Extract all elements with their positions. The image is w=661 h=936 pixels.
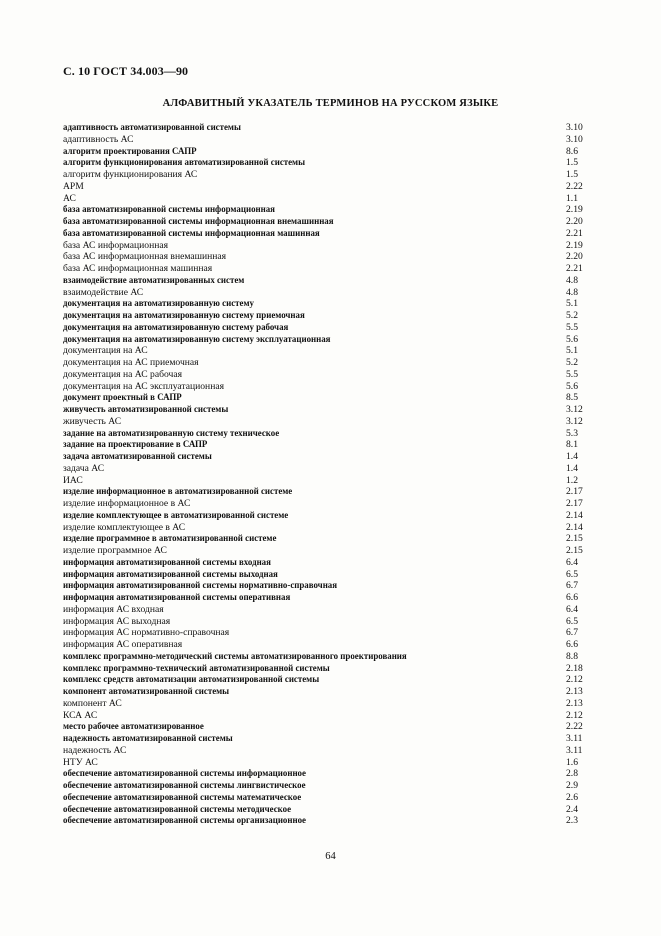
index-reference: 1.4 [566, 462, 578, 474]
index-entry [63, 510, 598, 522]
index-term: изделие программное в автоматизированной системе [63, 533, 277, 544]
index-reference: 1.1 [566, 192, 578, 204]
index-entry [63, 545, 598, 557]
index-term: живучесть АС [63, 415, 122, 427]
index-term: комплекс средств автоматизации автоматизированной системы [63, 674, 320, 685]
index-entry [63, 228, 598, 240]
index-term: обеспечение автоматизированной системы лингвистическое [63, 780, 306, 790]
index-reference: 2.15 [566, 545, 583, 556]
index-reference: 2.20 [566, 251, 583, 263]
index-title: АЛФАВИТНЫЙ УКАЗАТЕЛЬ ТЕРМИНОВ НА РУССКОМ ЯЗЫКЕ [162, 98, 499, 109]
index-reference: 3.10 [566, 122, 583, 133]
index-reference: 2.3 [566, 815, 578, 827]
index-reference: 5.2 [566, 310, 578, 321]
index-reference: 6.7 [566, 627, 578, 639]
index-entry [63, 381, 598, 393]
index-entry [63, 204, 598, 216]
index-reference: 2.14 [566, 521, 583, 533]
index-entry [63, 357, 598, 369]
index-entry [63, 792, 598, 804]
index-term: адаптивность АС [63, 133, 134, 145]
index-term: информация АС выходная [63, 615, 171, 627]
index-reference: 5.5 [566, 368, 578, 380]
index-reference: 6.5 [566, 615, 578, 627]
index-entry [63, 157, 598, 169]
index-entry [63, 287, 598, 299]
index-term: алгоритм функционирования АС [63, 169, 198, 180]
index-term: компонент АС [63, 697, 122, 709]
index-term: алгоритм функционирования автоматизированной системы [63, 157, 306, 168]
index-reference: 1.5 [566, 157, 578, 169]
index-term: задание на автоматизированную систему техническое [63, 427, 280, 438]
index-term: АС [63, 192, 76, 204]
index-term: документация на АС эксплуатационная [63, 380, 224, 392]
index-term: изделие информационное в АС [63, 498, 191, 509]
index-entry [63, 780, 598, 792]
index-term: документация на АС [63, 345, 148, 357]
index-entry [63, 651, 598, 663]
page-number: 64 [325, 851, 336, 862]
index-reference: 2.12 [566, 709, 583, 721]
index-term: база АС информационная машинная [63, 263, 213, 274]
index-entry [63, 580, 598, 592]
index-reference: 2.4 [566, 803, 578, 815]
index-term: документ проектный в САПР [63, 392, 182, 403]
index-term: обеспечение автоматизированной системы математическое [63, 791, 302, 802]
index-term: информация автоматизированной системы оперативная [63, 592, 291, 602]
index-entry [63, 369, 598, 381]
index-entry [63, 686, 598, 698]
index-entry [63, 592, 598, 604]
index-term: документация на автоматизированную систему эксплуатационная [63, 333, 331, 344]
index-term: информация автоматизированной системы нормативно-справочная [63, 580, 338, 591]
index-reference: 2.15 [566, 533, 583, 545]
index-reference: 5.3 [566, 427, 578, 439]
index-reference: 2.18 [566, 662, 583, 674]
index-term: база автоматизированной системы информационная машинная [63, 227, 320, 238]
index-reference: 3.12 [566, 415, 583, 427]
index-reference: 2.21 [566, 227, 583, 239]
index-reference: 5.6 [566, 333, 578, 345]
index-entry [63, 122, 598, 134]
index-reference: 2.17 [566, 498, 583, 509]
index-term: взаимодействие автоматизированных систем [63, 274, 245, 285]
index-reference: 2.9 [566, 780, 578, 791]
index-term: алгоритм проектирования САПР [63, 145, 197, 156]
index-reference: 2.12 [566, 674, 583, 686]
index-entry [63, 757, 598, 769]
index-term: место рабочее автоматизированное [63, 721, 204, 732]
index-entry [63, 463, 598, 475]
index-entry [63, 251, 598, 263]
index-entry [63, 451, 598, 463]
index-reference: 6.4 [566, 556, 578, 568]
index-reference: 3.10 [566, 133, 583, 145]
index-entry [63, 439, 598, 451]
index-term: база автоматизированной системы информационная [63, 204, 275, 215]
index-reference: 2.22 [566, 180, 583, 192]
index-entry [63, 639, 598, 651]
index-term: надежность АС [63, 744, 127, 756]
index-reference: 1.6 [566, 756, 578, 768]
index-reference: 2.19 [566, 239, 583, 251]
index-entry [63, 698, 598, 710]
index-entry [63, 721, 598, 733]
index-term: документация на автоматизированную систему рабочая [63, 321, 289, 332]
index-entry [63, 557, 598, 569]
index-reference: 2.6 [566, 791, 578, 803]
index-reference: 2.21 [566, 263, 583, 274]
index-reference: 5.6 [566, 380, 578, 392]
index-reference: 5.1 [566, 345, 578, 357]
index-term: комплекс программно-технический автоматизированной системы [63, 662, 330, 673]
index-entry [63, 627, 598, 639]
term-index [63, 122, 598, 827]
index-term: надежность автоматизированной системы [63, 733, 233, 743]
index-entry [63, 275, 598, 287]
index-entry [63, 663, 598, 675]
index-term: задача АС [63, 462, 105, 474]
index-term: компонент автоматизированной системы [63, 686, 230, 696]
index-entry [63, 486, 598, 498]
index-entry [63, 733, 598, 745]
index-reference: 6.5 [566, 568, 578, 580]
index-reference: 1.5 [566, 169, 578, 180]
index-term: база АС информационная [63, 239, 169, 251]
index-term: КСА АС [63, 709, 98, 721]
index-term: документация на АС приемочная [63, 357, 199, 368]
index-reference: 4.8 [566, 274, 578, 286]
index-entry [63, 475, 598, 487]
index-term: комплекс программно-методический системы автоматизированного проектирования [63, 650, 407, 661]
index-term: изделие информационное в автоматизированной системе [63, 486, 293, 497]
index-entry [63, 569, 598, 581]
index-term: ИАС [63, 474, 83, 486]
index-reference: 2.17 [566, 486, 583, 498]
index-reference: 5.5 [566, 321, 578, 333]
index-term: изделие комплектующее в автоматизированной системе [63, 509, 289, 520]
index-term: обеспечение автоматизированной системы организационное [63, 815, 306, 826]
index-term: НТУ АС [63, 756, 98, 768]
index-entry [63, 674, 598, 686]
index-term: изделие комплектующее в АС [63, 521, 186, 533]
index-reference: 2.14 [566, 509, 583, 521]
index-term: база автоматизированной системы информационная внемашинная [63, 216, 334, 226]
index-entry [63, 815, 598, 827]
index-entry [63, 533, 598, 545]
index-term: живучесть автоматизированной системы [63, 404, 229, 414]
index-reference: 2.13 [566, 697, 583, 709]
index-entry [63, 804, 598, 816]
index-term: АРМ [63, 180, 84, 192]
index-reference: 8.8 [566, 650, 578, 662]
index-reference: 8.6 [566, 145, 578, 157]
index-term: информация АС нормативно-справочная [63, 627, 230, 639]
index-entry [63, 604, 598, 616]
index-entry [63, 298, 598, 310]
index-entry [63, 616, 598, 628]
index-reference: 2.19 [566, 204, 583, 216]
index-term: обеспечение автоматизированной системы информационное [63, 768, 306, 779]
page-header: С. 10 ГОСТ 34.003—90 [63, 64, 189, 78]
index-entry [63, 428, 598, 440]
index-reference: 5.1 [566, 298, 578, 310]
index-term: изделие программное АС [63, 545, 167, 556]
index-term: база АС информационная внемашинная [63, 251, 227, 263]
index-entry [63, 322, 598, 334]
index-term: адаптивность автоматизированной системы [63, 122, 241, 132]
index-reference: 6.4 [566, 603, 578, 615]
index-entry [63, 345, 598, 357]
index-term: информация автоматизированной системы входная [63, 556, 271, 567]
index-entry [63, 404, 598, 416]
index-reference: 2.13 [566, 686, 583, 697]
index-reference: 6.6 [566, 592, 578, 603]
index-entry [63, 181, 598, 193]
index-term: взаимодействие АС [63, 286, 144, 298]
index-entry [63, 522, 598, 534]
index-entry [63, 134, 598, 146]
index-term: документация на автоматизированную систему [63, 298, 254, 309]
index-entry [63, 768, 598, 780]
index-entry [63, 334, 598, 346]
index-entry [63, 263, 598, 275]
index-term: задача автоматизированной системы [63, 451, 212, 461]
index-term: информация АС входная [63, 603, 164, 615]
index-reference: 8.1 [566, 439, 578, 451]
index-entry [63, 146, 598, 158]
index-reference: 2.20 [566, 216, 583, 227]
index-term: обеспечение автоматизированной системы методическое [63, 803, 292, 814]
index-reference: 4.8 [566, 286, 578, 298]
index-reference: 2.8 [566, 768, 578, 780]
index-reference: 8.5 [566, 392, 578, 404]
index-reference: 6.6 [566, 639, 578, 650]
index-reference: 3.11 [566, 733, 583, 744]
index-reference: 1.4 [566, 451, 578, 462]
index-term: документация на АС рабочая [63, 368, 183, 380]
index-entry [63, 169, 598, 181]
index-reference: 6.7 [566, 580, 578, 592]
index-entry [63, 416, 598, 428]
index-entry [63, 193, 598, 205]
index-reference: 5.2 [566, 357, 578, 368]
index-entry [63, 240, 598, 252]
index-reference: 1.2 [566, 474, 578, 486]
index-reference: 2.22 [566, 721, 583, 733]
index-entry [63, 745, 598, 757]
index-entry [63, 710, 598, 722]
index-term: задание на проектирование в САПР [63, 439, 208, 450]
index-term: документация на автоматизированную систему приемочная [63, 310, 305, 320]
index-term: информация АС оперативная [63, 639, 183, 650]
index-entry [63, 392, 598, 404]
index-term: информация автоматизированной системы выходная [63, 568, 278, 579]
index-entry [63, 310, 598, 322]
index-reference: 3.12 [566, 404, 583, 415]
index-reference: 3.11 [566, 744, 583, 756]
index-entry [63, 216, 598, 228]
index-entry [63, 498, 598, 510]
